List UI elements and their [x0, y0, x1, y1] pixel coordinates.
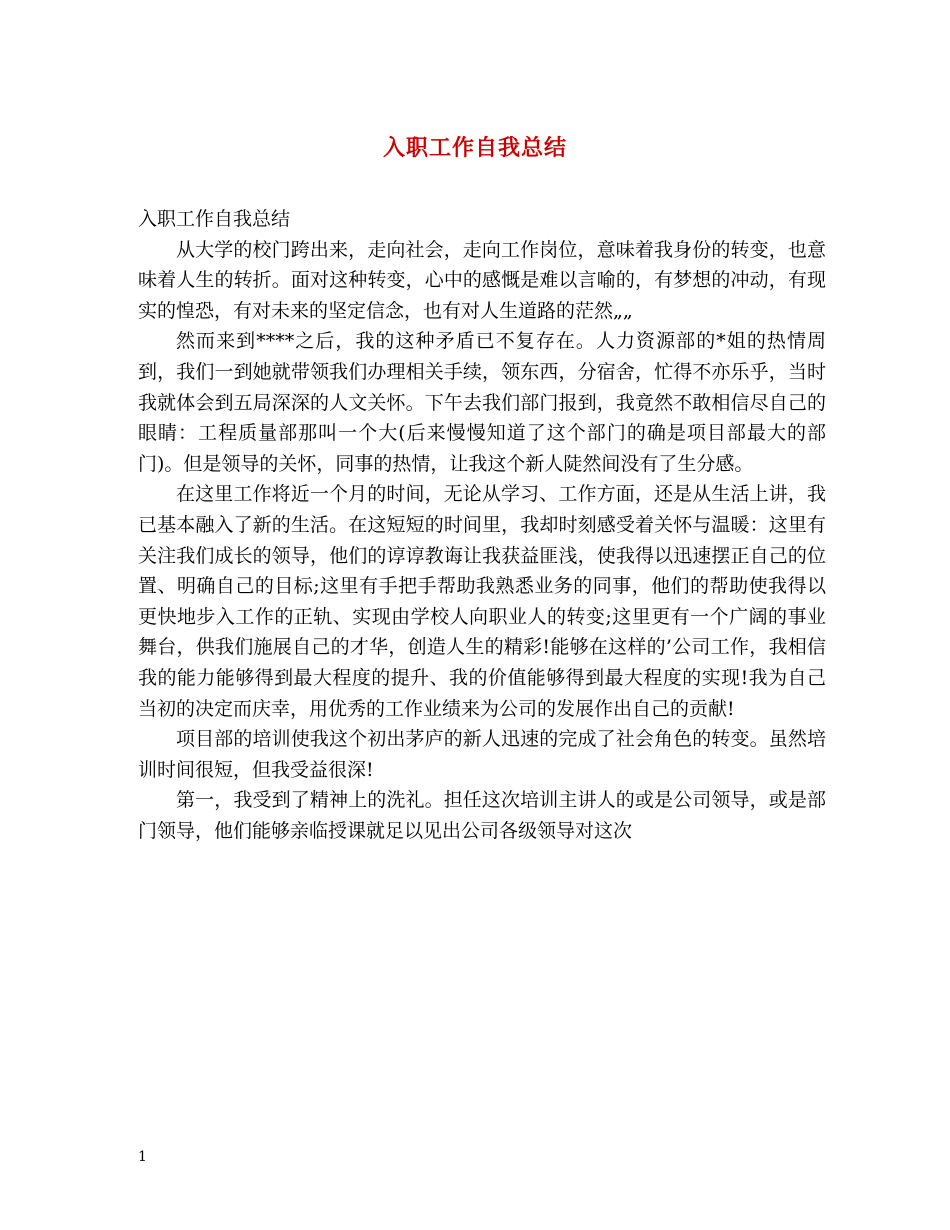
paragraph-3: 在这里工作将近一个月的时间，无论从学习、工作方面，还是从生活上讲，我已基本融入了新的生活。在这短短的时间里，我却时刻感受着关怀与温暖：这里有关注我们成长的领导，他们的谆谆教诲让我获益匪浅，使我得以迅速摆正自己的位置、明确自己的目标;这里有手把手帮助我熟悉业务的同事，他们的帮助使我得以更快地步入工作的正轨、实现由学校人向职业人的转变;这里更有一个广阔的事业舞台，供我们施展自己的才华，创造人生的精彩!能够在这样的’公司工作，我相信我的能力能够得到最大程度的提升、我的价值能够得到最大程度的实现!我为自己当初的决定而庆幸，用优秀的工作业绩来为公司的发展作出自己的贡献!: [138, 483, 826, 720]
document-title: 入职工作自我总结: [382, 135, 567, 161]
paragraph-4: 项目部的培训使我这个初出茅庐的新人迅速的完成了社会角色的转变。虽然培训时间很短，但我受益很深!: [138, 728, 826, 781]
paragraph-2: 然而来到****之后，我的这种矛盾已不复存在。人力资源部的*姐的热情周到，我们一到她就带领我们办理相关手续，领东西，分宿舍，忙得不亦乐乎，当时我就体会到五局深深的人文关怀。下午去我们部门报到，我竟然不敢相信尽自己的眼睛：工程质量部那叫一个大(后来慢慢知道了这个部门的确是项目部最大的部门)。但是领导的关怀，同事的热情，让我这个新人陡然间没有了生分感。: [138, 330, 826, 475]
paragraph-5: 第一，我受到了精神上的洗礼。担任这次培训主讲人的或是公司领导，或是部门领导，他们能够亲临授课就足以见出公司各级领导对这次: [138, 789, 826, 842]
body-heading: 入职工作自我总结: [138, 208, 291, 230]
document-body: [138, 204, 826, 846]
page-number: 1: [138, 1149, 147, 1165]
paragraph-1: 从大学的校门跨出来，走向社会，走向工作岗位，意味着我身份的转变，也意味着人生的转折。面对这种转变，心中的感慨是难以言喻的，有梦想的冲动，有现实的惶恐，有对未来的坚定信念，也有对人生道路的茫然„„: [138, 238, 826, 322]
